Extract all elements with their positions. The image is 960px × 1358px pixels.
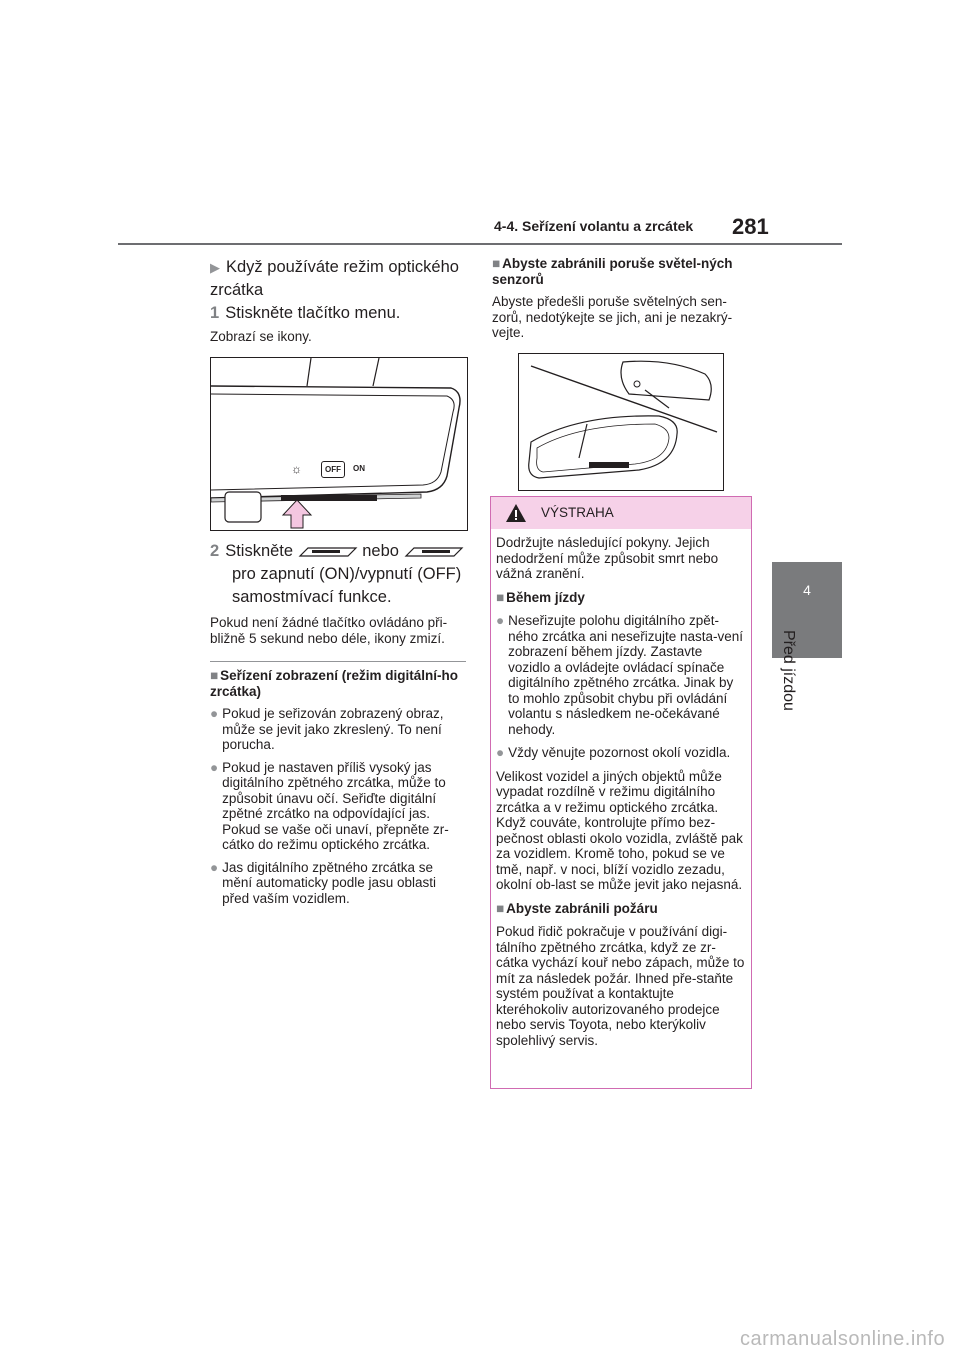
chapter-number: 4 [803,582,811,598]
square-bullet-icon: ■ [496,900,505,916]
step-1 [210,302,472,325]
list-item: ● Vždy věnujte pozornost okolí vozidla. [496,745,731,760]
step-1-note: Zobrazí se ikony. [210,329,312,344]
bullet-icon: ● [210,759,219,775]
bullet-icon: ● [210,706,219,721]
warning-title: VÝSTRAHA [541,505,614,520]
square-bullet-icon: ■ [210,668,219,683]
driving-heading: ■ Během jízdy [496,589,585,605]
step-2-number: 2 [210,542,220,560]
bullet-icon: ● [496,613,505,628]
list-item: ● Neseřizujte polohu digitálního zpět-ného zrcátka ani neseřizujte nasta-vení zobrazení během jízdy. Zastavte vozidlo a ovládejte ovládací spínače digitálního zpětného zrcátka. Jinak by to mohlo způsobit chybu při ovládání volantu s následkem ne-očekávané nehody. [496,613,744,737]
warning-body [491,529,751,1048]
light-sensor-illustration [519,354,723,490]
size-paragraph: Velikost vozidel a jiných objektů může vypadat rozdílně v režimu digitálního zrcátka a v režimu optického zrcátka. Když couváte, kontrolujte přímo bez-pečnost oblasti okolo vozidla, zvláště pak za vozidlem. Kromě toho, pokud se ve tmě, např. v noci, blíží vozidlo zezadu, okolní ob-last se může jevit jako nejasná. [496,768,743,892]
warning-intro: Dodržujte následující pokyny. Jejich nedodržení může způsobit smrt nebo vážná zranění. [496,535,719,581]
square-bullet-icon: ■ [496,589,505,605]
step-2 [210,540,472,609]
mirror-menu-figure [210,357,468,531]
warning-triangle-icon [505,503,527,523]
chapter-label: Před jízdou [780,630,797,711]
off-button-icon: OFF [321,461,345,478]
mirror-menu-illustration [211,358,467,530]
off-button-icon-2 [404,545,464,559]
brightness-icon: ☼ [291,462,302,476]
light-sensor-figure [518,353,724,491]
square-bullet-icon: ■ [492,256,501,271]
divider [210,661,466,662]
list-item: ● Pokud je nastaven příliš vysoký jas digitálního zpětného zrcátka, může to způsobit únavu očí. Seřiďte digitální zpětné zrcátko na odpovídající jas. Pokud se vaše oči unaví, přepněte zr-cátko do režimu optického zrcátka. [210,759,449,852]
display-adjust-heading-text: Seřízení zobrazení (režim digitální-ho zrcátka) [210,668,458,699]
optical-mode-heading-text: Když používáte režim optického zrcátka [210,258,459,299]
page-number: 281 [732,214,769,239]
on-label: ON [353,464,365,473]
step-2-text-b: nebo [362,542,399,560]
step-2-note: Pokud není žádné tlačítko ovládáno při-bližně 5 sekund nebo déle, ikony zmizí. [210,615,448,646]
section-title: 4-4. Seřízení volantu a zrcátek [494,218,694,234]
warning-header [491,497,751,529]
watermark: carmanualsonline.info [740,1328,946,1350]
bullet-icon: ● [496,745,505,760]
step-2-text-c: pro zapnutí (ON)/vypnutí (OFF) samostmívací funkce. [232,565,462,606]
warning-box [490,496,752,1089]
bullet-list [210,706,466,906]
step-1-text: Stiskněte tlačítko menu. [225,304,401,322]
bullet-icon: ● [210,859,219,875]
header-rule [118,243,842,245]
step-1-number: 1 [210,304,220,322]
step-2-text-a: Stiskněte [225,542,294,560]
display-adjust-heading [210,668,472,699]
list-item: ● Jas digitálního zpětného zrcátka se mění automaticky podle jasu oblasti před vaším vozidlem. [210,859,437,906]
list-item: ● Pokud je seřizován zobrazený obraz, může se jevit jako zkreslený. To není porucha. [210,706,444,752]
sensor-text: Abyste předešli poruše světelných sen-zorů, nedotýkejte se jich, ani je nezakrý-vejte. [492,294,733,340]
fire-heading: ■ Abyste zabránili požáru [496,900,658,916]
on-button-icon [298,545,358,559]
optical-mode-heading [210,256,472,302]
triangle-bullet-icon: ▶ [210,260,220,275]
sensor-heading: ■ Abyste zabránili poruše světel-ných senzorů [492,256,733,287]
fire-paragraph: Pokud řidič pokračuje v používání digi-tálního zpětného zrcátka, když ze zr-cátka vychází kouř nebo zápach, může to mít za následek požár. Ihned pře-staňte systém používat a kontaktujte kteréhokoliv autorizovaného prodejce nebo servis Toyota, nebo kterýkoliv spolehlivý servis. [496,924,745,1048]
